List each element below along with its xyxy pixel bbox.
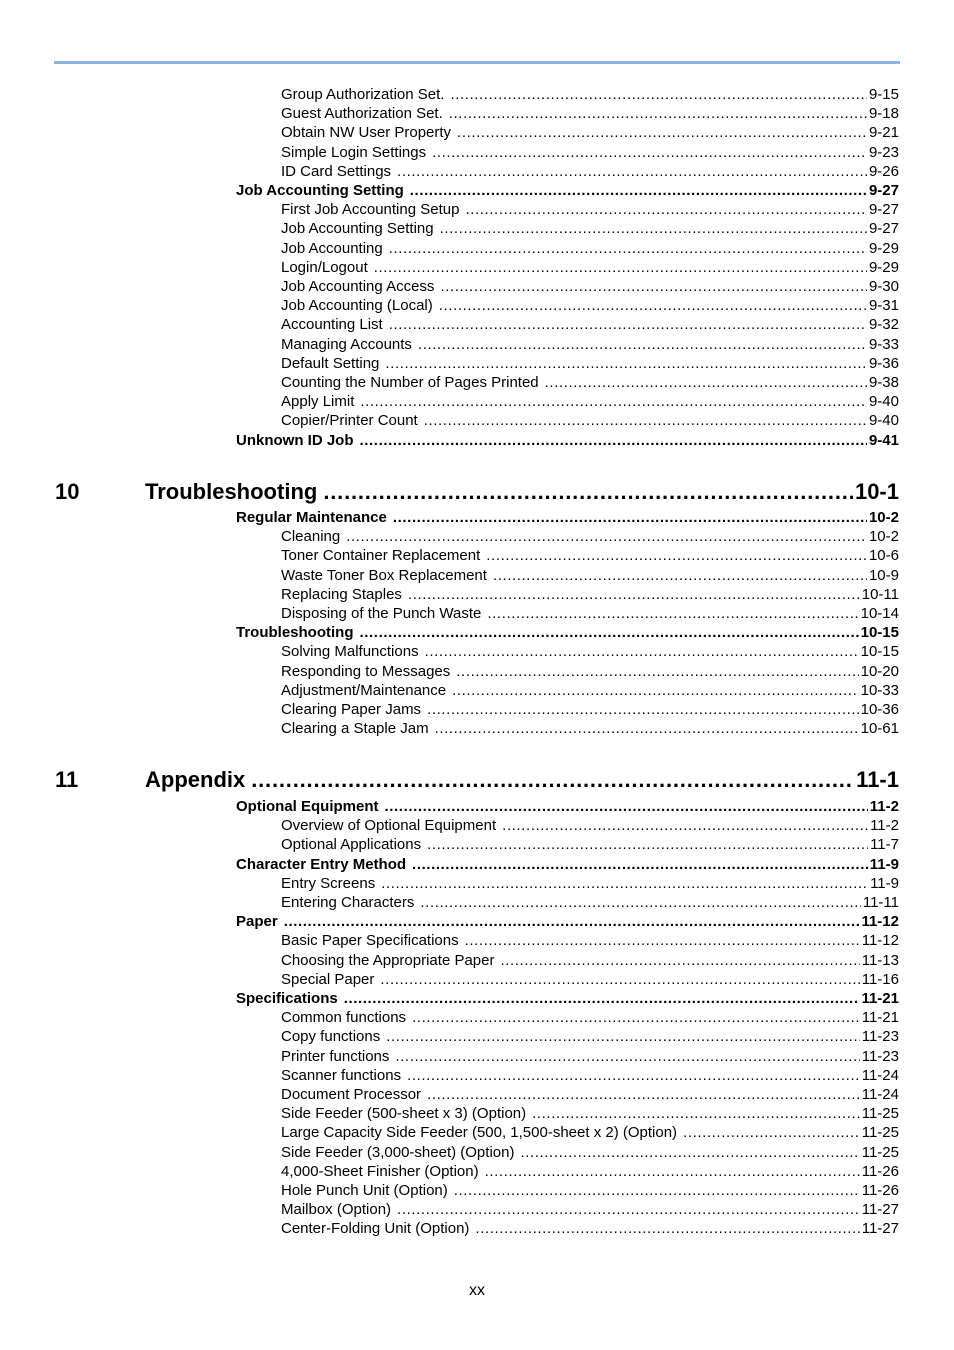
toc-chapter-entry[interactable] <box>145 479 899 505</box>
toc-subsection-entry[interactable] <box>281 1220 899 1238</box>
toc-section-entry[interactable] <box>236 624 899 642</box>
dot-leader <box>440 220 867 238</box>
toc-entry-title: Counting the Number of Pages Printed <box>281 374 539 391</box>
toc-subsection-entry[interactable] <box>281 163 899 181</box>
dot-leader <box>380 971 859 989</box>
toc-entry-title: Troubleshooting <box>236 624 354 641</box>
dot-leader <box>456 663 858 681</box>
toc-entry-title: Waste Toner Box Replacement <box>281 567 487 584</box>
toc-entry-page: 10-2 <box>868 509 899 526</box>
toc-section-entry[interactable] <box>236 432 899 450</box>
toc-entry-title: 4,000-Sheet Finisher (Option) <box>281 1163 479 1180</box>
dot-leader <box>360 393 867 411</box>
toc-subsection-entry[interactable] <box>281 1105 899 1123</box>
dot-leader <box>395 1048 859 1066</box>
toc-entry-page: 11-11 <box>862 894 899 911</box>
toc-subsection-entry[interactable] <box>281 316 899 334</box>
dot-leader <box>425 643 859 661</box>
toc-subsection-entry[interactable] <box>281 701 899 719</box>
toc-entry-page: 11-9 <box>870 875 899 892</box>
toc-subsection-entry[interactable] <box>281 894 899 912</box>
dot-leader <box>465 201 867 219</box>
toc-entry-title: Clearing Paper Jams <box>281 701 422 718</box>
toc-entry-page: 11-25 <box>861 1105 899 1122</box>
toc-section-entry[interactable] <box>236 798 899 816</box>
toc-entry-title: Copier/Printer Count <box>281 412 418 429</box>
toc-subsection-entry[interactable] <box>281 1163 899 1181</box>
dot-leader <box>381 875 868 893</box>
toc-entry-title: Login/Logout <box>281 259 368 276</box>
toc-subsection-entry[interactable] <box>281 1201 899 1219</box>
dot-leader <box>410 182 867 200</box>
toc-entry-page: 10-9 <box>868 567 899 584</box>
toc-subsection-entry[interactable] <box>281 1124 899 1142</box>
toc-entry-title: Basic Paper Specifications <box>281 932 459 949</box>
toc-subsection-entry[interactable] <box>281 1144 899 1162</box>
toc-entry-page: 11-9 <box>869 856 899 873</box>
toc-entry-title: Default Setting <box>281 355 380 372</box>
toc-entry-page: 11-2 <box>869 798 899 815</box>
chapter-number: 10 <box>55 479 80 504</box>
chapter-number: 11 <box>55 767 79 792</box>
dot-leader <box>385 798 868 816</box>
dot-leader <box>427 701 859 719</box>
toc-entry-title: Replacing Staples <box>281 586 402 603</box>
toc-entry-title: Responding to Messages <box>281 663 451 680</box>
toc-entry-page: 11-25 <box>861 1144 899 1161</box>
dot-leader <box>450 86 867 104</box>
toc-entry-page: 9-31 <box>868 297 899 314</box>
toc-subsection-entry[interactable] <box>281 374 899 392</box>
toc-entry-page: 11-25 <box>861 1124 899 1141</box>
dot-leader <box>475 1220 859 1238</box>
toc-entry-title: Clearing a Staple Jam <box>281 720 429 737</box>
toc-subsection-entry[interactable] <box>281 1067 899 1085</box>
toc-subsection-entry[interactable] <box>281 278 899 296</box>
toc-entry-title: Overview of Optional Equipment <box>281 817 497 834</box>
dot-leader <box>393 509 867 527</box>
toc-entry-title: Common functions <box>281 1009 407 1026</box>
toc-entry-title: Choosing the Appropriate Paper <box>281 952 495 969</box>
dot-leader <box>251 767 854 793</box>
toc-entry-title: Simple Login Settings <box>281 144 427 161</box>
toc-subsection-entry[interactable] <box>281 1086 899 1104</box>
dot-leader <box>486 547 867 565</box>
toc-entry-title: Entry Screens <box>281 875 376 892</box>
toc-entry-title: Hole Punch Unit (Option) <box>281 1182 448 1199</box>
chapter-title: Troubleshooting <box>145 479 318 504</box>
toc-entry-page: 9-26 <box>868 163 899 180</box>
toc-subsection-entry[interactable] <box>281 355 899 373</box>
toc-entry-page: 10-2 <box>868 528 899 545</box>
toc-subsection-entry[interactable] <box>281 1048 899 1066</box>
toc-entry-title: Cleaning <box>281 528 341 545</box>
toc-entry-page: 10-20 <box>860 663 899 680</box>
toc-subsection-entry[interactable] <box>281 86 899 104</box>
dot-leader <box>389 240 867 258</box>
toc-subsection-entry[interactable] <box>281 124 899 142</box>
toc-entry-title: Job Accounting (Local) <box>281 297 433 314</box>
toc-entry-title: Managing Accounts <box>281 336 412 353</box>
dot-leader <box>432 144 867 162</box>
dot-leader <box>346 528 867 546</box>
dot-leader <box>323 479 853 505</box>
toc-entry-page: 11-21 <box>861 990 899 1007</box>
toc-entry-title: Document Processor <box>281 1086 422 1103</box>
toc-entry-title: Side Feeder (500-sheet x 3) (Option) <box>281 1105 527 1122</box>
dot-leader <box>397 163 867 181</box>
dot-leader <box>408 586 860 604</box>
dot-leader <box>493 567 867 585</box>
dot-leader <box>465 932 860 950</box>
toc-entry-title: Solving Malfunctions <box>281 643 419 660</box>
header-rule <box>54 61 900 64</box>
toc-entry-title: Character Entry Method <box>236 856 407 873</box>
toc-entry-page: 10-14 <box>860 605 899 622</box>
toc-entry-title: Job Accounting Setting <box>281 220 434 237</box>
toc-entry-title: Optional Applications <box>281 836 422 853</box>
dot-leader <box>284 913 860 931</box>
dot-leader <box>449 105 867 123</box>
toc-subsection-entry[interactable] <box>281 528 899 546</box>
toc-subsection-entry[interactable] <box>281 201 899 219</box>
toc-section-entry[interactable] <box>236 990 899 1008</box>
toc-subsection-entry[interactable] <box>281 144 899 162</box>
toc-entry-page: 11-26 <box>861 1163 899 1180</box>
toc-entry-page: 11-27 <box>861 1201 899 1218</box>
toc-subsection-entry[interactable] <box>281 720 899 738</box>
toc-entry-page: 10-36 <box>860 701 899 718</box>
toc-entry-page: 9-27 <box>868 201 899 218</box>
dot-leader <box>487 605 858 623</box>
toc-entry-page: 11-21 <box>861 1009 899 1026</box>
dot-leader <box>412 1009 860 1027</box>
toc-section-entry[interactable] <box>236 182 899 200</box>
toc-subsection-entry[interactable] <box>281 663 899 681</box>
toc-entry-page: 10-15 <box>860 624 899 641</box>
dot-leader <box>397 1201 860 1219</box>
dot-leader <box>424 412 867 430</box>
toc-subsection-entry[interactable] <box>281 259 899 277</box>
toc-chapter-entry[interactable] <box>145 767 899 793</box>
toc-entry-title: Specifications <box>236 990 338 1007</box>
dot-leader <box>457 124 867 142</box>
toc-entry-title: Paper <box>236 913 278 930</box>
toc-entry-title: Group Authorization Set. <box>281 86 445 103</box>
toc-subsection-entry[interactable] <box>281 836 899 854</box>
toc-entry-page: 10-11 <box>861 586 899 603</box>
toc-subsection-entry[interactable] <box>281 412 899 430</box>
toc-entry-page: 9-30 <box>868 278 899 295</box>
dot-leader <box>683 1124 860 1142</box>
toc-entry-page: 9-40 <box>868 412 899 429</box>
toc-entry-page: 9-38 <box>868 374 899 391</box>
toc-subsection-entry[interactable] <box>281 971 899 989</box>
dot-leader <box>454 1182 860 1200</box>
toc-entry-title: Regular Maintenance <box>236 509 387 526</box>
dot-leader <box>500 952 859 970</box>
toc-subsection-entry[interactable] <box>281 240 899 258</box>
toc-section-entry[interactable] <box>236 509 899 527</box>
toc-section-entry[interactable] <box>236 856 899 874</box>
toc-entry-page: 11-12 <box>861 913 899 930</box>
toc-entry-page: 9-27 <box>868 182 899 199</box>
toc-entry-page: 10-33 <box>860 682 899 699</box>
toc-subsection-entry[interactable] <box>281 336 899 354</box>
toc-entry-title: Scanner functions <box>281 1067 402 1084</box>
toc-entry-title: Toner Container Replacement <box>281 547 481 564</box>
toc-subsection-entry[interactable] <box>281 605 899 623</box>
toc-entry-page: 9-40 <box>868 393 899 410</box>
toc-entry-page: 9-29 <box>868 240 899 257</box>
toc-entry-page: 9-27 <box>868 220 899 237</box>
toc-entry-title: ID Card Settings <box>281 163 392 180</box>
toc-entry-title: Large Capacity Side Feeder (500, 1,500-sheet x 2) (Option) <box>281 1124 678 1141</box>
toc-entry-page: 9-29 <box>868 259 899 276</box>
toc-entry-page: 9-21 <box>868 124 899 141</box>
toc-entry-title: Job Accounting Access <box>281 278 435 295</box>
toc-subsection-entry[interactable] <box>281 220 899 238</box>
toc-entry-title: Copy functions <box>281 1028 381 1045</box>
toc-entry-page: 9-15 <box>868 86 899 103</box>
toc-entry-title: Adjustment/Maintenance <box>281 682 447 699</box>
toc-subsection-entry[interactable] <box>281 682 899 700</box>
dot-leader <box>389 316 867 334</box>
chapter-page: 10-1 <box>854 479 899 504</box>
toc-subsection-entry[interactable] <box>281 393 899 411</box>
dot-leader <box>440 278 867 296</box>
dot-leader <box>545 374 867 392</box>
dot-leader <box>452 682 859 700</box>
toc-entry-title: Obtain NW User Property <box>281 124 452 141</box>
toc-subsection-entry[interactable] <box>281 105 899 123</box>
toc-subsection-entry[interactable] <box>281 952 899 970</box>
toc-subsection-entry[interactable] <box>281 1009 899 1027</box>
dot-leader <box>360 432 867 450</box>
toc-entry-page: 11-24 <box>861 1086 899 1103</box>
dot-leader <box>418 336 867 354</box>
dot-leader <box>427 836 868 854</box>
chapter-title: Appendix <box>145 767 246 792</box>
toc-entry-title: Unknown ID Job <box>236 432 354 449</box>
dot-leader <box>502 817 868 835</box>
toc-subsection-entry[interactable] <box>281 567 899 585</box>
toc-subsection-entry[interactable] <box>281 817 899 835</box>
dot-leader <box>439 297 867 315</box>
toc-entry-page: 10-61 <box>860 720 899 737</box>
toc-entry-page: 9-18 <box>868 105 899 122</box>
dot-leader <box>532 1105 860 1123</box>
toc-entry-title: Optional Equipment <box>236 798 379 815</box>
toc-entry-title: Printer functions <box>281 1048 390 1065</box>
dot-leader <box>407 1067 860 1085</box>
toc-entry-title: Side Feeder (3,000-sheet) (Option) <box>281 1144 515 1161</box>
dot-leader <box>427 1086 860 1104</box>
toc-subsection-entry[interactable] <box>281 586 899 604</box>
dot-leader <box>386 1028 860 1046</box>
toc-entry-title: First Job Accounting Setup <box>281 201 460 218</box>
dot-leader <box>385 355 867 373</box>
dot-leader <box>420 894 860 912</box>
toc-entry-page: 9-36 <box>868 355 899 372</box>
toc-entry-page: 11-13 <box>861 952 899 969</box>
toc-entry-page: 11-2 <box>870 817 899 834</box>
toc-entry-page: 9-33 <box>868 336 899 353</box>
toc-entry-page: 11-27 <box>861 1220 899 1237</box>
dot-leader <box>435 720 859 738</box>
toc-entry-page: 11-12 <box>861 932 899 949</box>
dot-leader <box>485 1163 860 1181</box>
toc-entry-page: 11-16 <box>861 971 899 988</box>
toc-entry-page: 9-23 <box>868 144 899 161</box>
dot-leader <box>374 259 867 277</box>
toc-subsection-entry[interactable] <box>281 1028 899 1046</box>
toc-entry-page: 11-24 <box>861 1067 899 1084</box>
dot-leader <box>360 624 859 642</box>
toc-entry-title: Mailbox (Option) <box>281 1201 392 1218</box>
chapter-page: 11-1 <box>856 767 899 792</box>
toc-subsection-entry[interactable] <box>281 643 899 661</box>
toc-entry-page: 9-32 <box>868 316 899 333</box>
dot-leader <box>520 1144 859 1162</box>
toc-entry-title: Entering Characters <box>281 894 415 911</box>
toc-entry-title: Special Paper <box>281 971 375 988</box>
toc-entry-title: Guest Authorization Set. <box>281 105 443 122</box>
toc-section-entry[interactable] <box>236 913 899 931</box>
toc-entry-title: Apply Limit <box>281 393 355 410</box>
toc-entry-title: Disposing of the Punch Waste <box>281 605 482 622</box>
toc-entry-page: 11-23 <box>861 1028 899 1045</box>
toc-subsection-entry[interactable] <box>281 932 899 950</box>
toc-subsection-entry[interactable] <box>281 297 899 315</box>
dot-leader <box>412 856 868 874</box>
toc-entry-page: 9-41 <box>868 432 899 449</box>
toc-subsection-entry[interactable] <box>281 875 899 893</box>
toc-subsection-entry[interactable] <box>281 1182 899 1200</box>
toc-entry-page: 10-15 <box>860 643 899 660</box>
dot-leader <box>344 990 860 1008</box>
page-number: xx <box>469 1282 485 1299</box>
toc-entry-page: 11-26 <box>861 1182 899 1199</box>
toc-entry-page: 11-23 <box>861 1048 899 1065</box>
toc-entry-page: 11-7 <box>870 836 899 853</box>
toc-subsection-entry[interactable] <box>281 547 899 565</box>
toc-entry-title: Job Accounting Setting <box>236 182 404 199</box>
toc-entry-title: Accounting List <box>281 316 383 333</box>
toc-entry-page: 10-6 <box>868 547 899 564</box>
toc-entry-title: Job Accounting <box>281 240 383 257</box>
toc-entry-title: Center-Folding Unit (Option) <box>281 1220 470 1237</box>
